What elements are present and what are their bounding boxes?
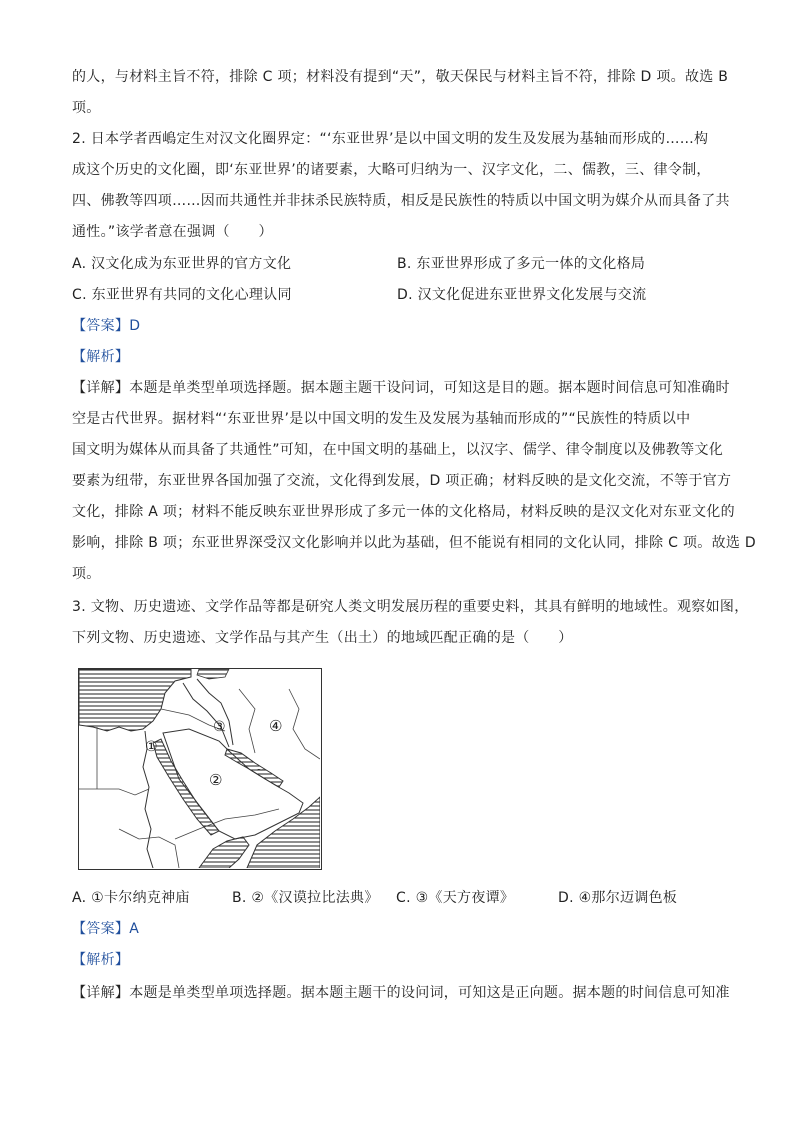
q3-answer: 【答案】A	[72, 921, 140, 937]
q3-option-c: C. ③《天方夜谭》	[396, 890, 515, 906]
map-label-2: ②	[209, 771, 223, 789]
text-line: 的人，与材料主旨不符，排除 C 项；材料没有提到“天”，敬天保民与材料主旨不符，排除 D 项。故选 B	[72, 69, 729, 85]
question-2-text: 通性。”该学者意在强调（ ）	[72, 224, 273, 240]
question-2-text: 成这个历史的文化圈，即‘东亚世界’的诸要素，大略可归纳为一、汉字文化，二、儒教，三、律令制，	[72, 162, 711, 178]
mediterranean-sea	[79, 669, 191, 731]
q2-detail-line: 影响，排除 B 项；东亚世界深受汉文化影响并以此为基础，但不能说有相同的文化认同，排除 C 项。故选 D	[72, 535, 757, 551]
q2-detail-line: 【详解】本题是单类型单项选择题。据本题主题干设问词，可知这是目的题。据本题时间信息可知准确时	[72, 380, 730, 396]
q3-detail-line: 【详解】本题是单类型单项选择题。据本题主题干的设问词，可知这是正向题。据本题的时间信息可知准	[72, 985, 730, 1001]
middle-east-map	[78, 668, 322, 870]
q2-detail-line: 国文明为媒体从而具备了共通性”可知，在中国文明的基础上，以汉字、儒学、律令制度以及佛教等文化	[72, 442, 724, 458]
q2-detail-line: 空是古代世界。据材料“‘东亚世界’是以中国文明的发生及发展为基轴而形成的”“民族性的特质以中	[72, 411, 691, 427]
black-sea	[197, 669, 229, 679]
q2-detail-line: 文化，排除 A 项；材料不能反映东亚世界形成了多元一体的文化格局，材料反映的是汉文化对东亚文化的	[72, 504, 735, 520]
q2-option-d: D. 汉文化促进东亚世界文化发展与交流	[397, 287, 647, 303]
question-3-text: 下列文物、历史遗迹、文学作品与其产生（出土）的地域匹配正确的是（ ）	[72, 630, 573, 646]
map-label-1: ①	[145, 739, 158, 755]
map-label-4: ④	[269, 717, 283, 735]
q2-detail-line: 要素为纽带，东亚世界各国加强了交流，文化得到发展，D 项正确；材料反映的是文化交流，不等于官方	[72, 473, 732, 489]
border-line	[239, 689, 255, 753]
q2-option-a: A. 汉文化成为东亚世界的官方文化	[72, 256, 292, 272]
text-line: 项。	[72, 100, 101, 116]
euphrates-river	[183, 683, 229, 747]
question-2-text: 四、佛教等四项……因而共通性并非抹杀民族特质，相反是民族性的特质以中国文明为媒介从而具备了共	[72, 193, 730, 209]
q3-option-b: B. ②《汉谟拉比法典》	[232, 890, 379, 906]
q2-option-c: C. 东亚世界有共同的文化心理认同	[72, 287, 292, 303]
question-3-text: 3. 文物、历史遗迹、文学作品等都是研究人类文明发展历程的重要史料，其具有鲜明的地域性。观察如图，	[72, 599, 749, 615]
q2-detail-line: 项。	[72, 566, 101, 582]
question-2-text: 2. 日本学者西嶋定生对汉文化圈界定：“‘东亚世界’是以中国文明的发生及发展为基轴而形成的……构	[72, 131, 709, 147]
map-drawing	[79, 669, 320, 868]
q3-option-d: D. ④那尔迈调色板	[558, 890, 678, 906]
q2-answer: 【答案】D	[72, 318, 141, 334]
gulf-of-aden	[199, 837, 249, 868]
q3-option-a: A. ①卡尔纳克神庙	[72, 890, 190, 906]
q2-option-b: B. 东亚世界形成了多元一体的文化格局	[397, 256, 646, 272]
map-label-gulf: ~	[256, 765, 265, 776]
border-line	[289, 689, 320, 759]
map-label-3: ③	[213, 719, 226, 735]
border-line	[79, 789, 149, 795]
border-line	[119, 829, 179, 868]
arabian-sea	[247, 797, 320, 868]
q3-analysis-heading: 【解析】	[72, 952, 130, 968]
q2-analysis-heading: 【解析】	[72, 349, 130, 365]
tigris-river	[197, 679, 233, 745]
